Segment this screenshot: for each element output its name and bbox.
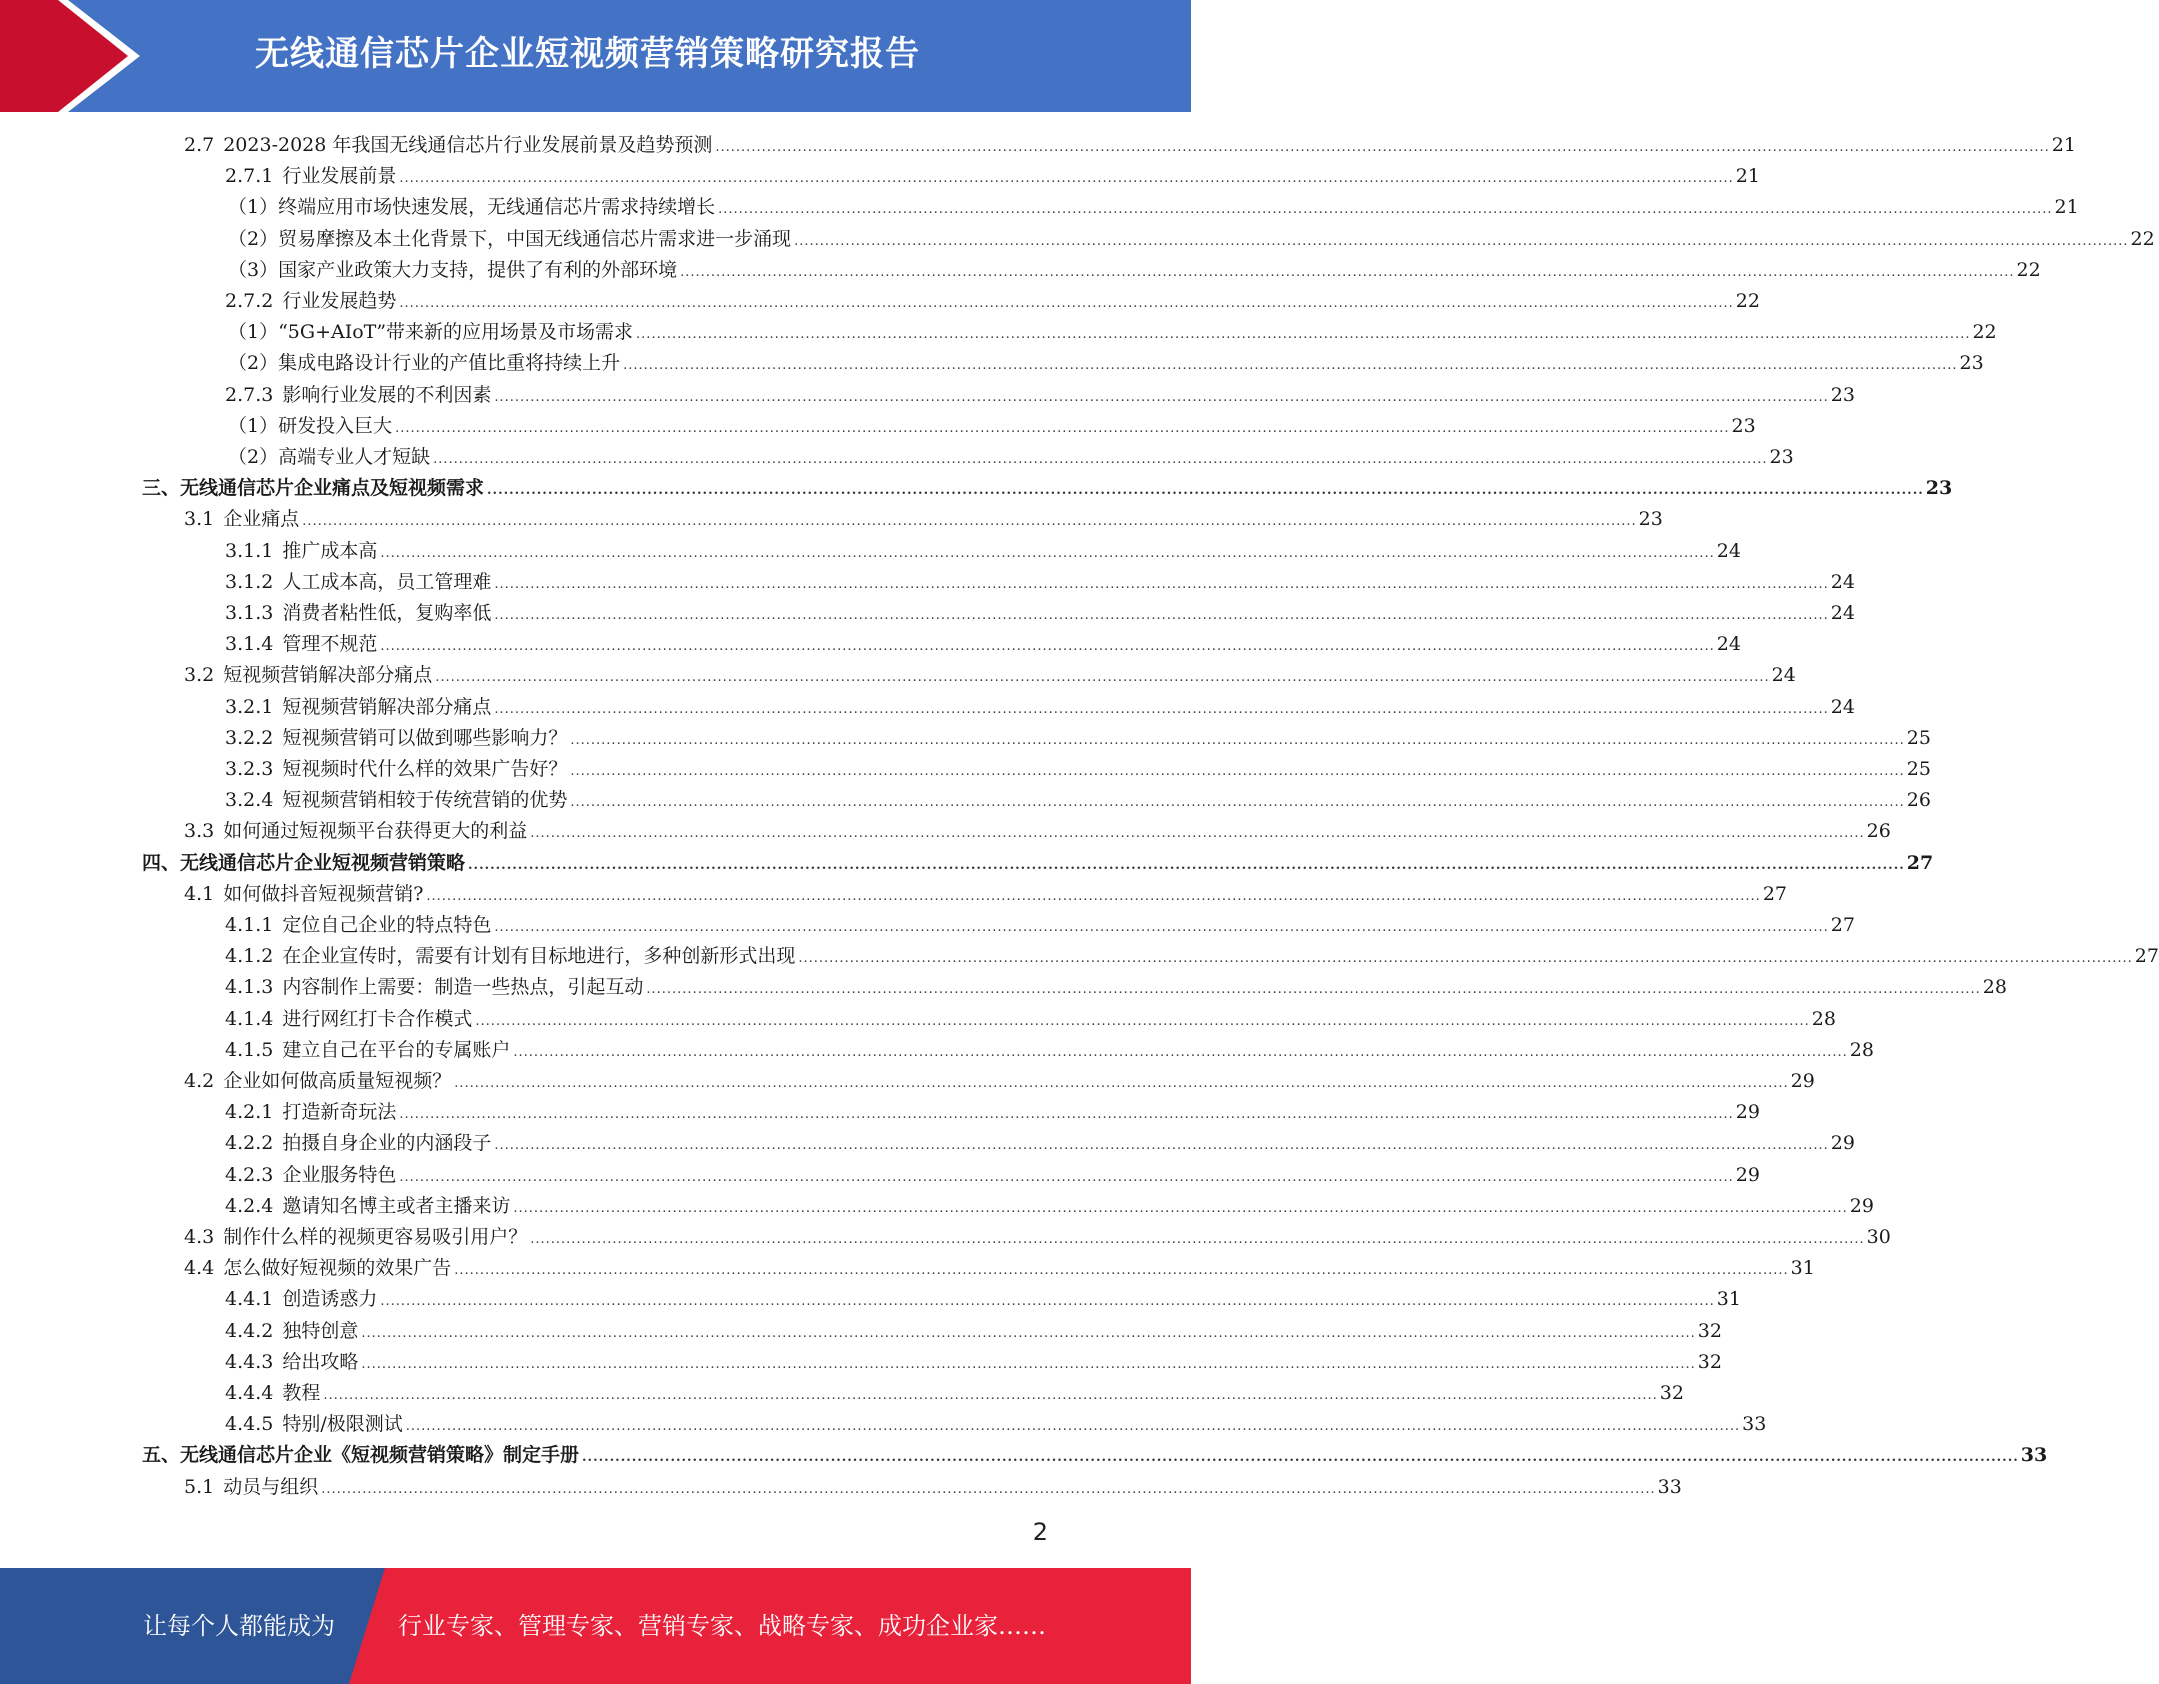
toc-entry[interactable]: [225, 1405, 1767, 1436]
toc-entry-title: 如何做抖音短视频营销?: [223, 883, 424, 905]
toc-dot-leader: ....................................................................................................................................................................................................................................................................: [321, 1482, 1656, 1497]
toc-dot-leader: ....................................................................................................................................................................................................................................................................: [494, 920, 1829, 935]
toc-entry-number: 3.1.4: [225, 633, 274, 655]
toc-entry-page: 27: [2134, 945, 2159, 967]
toc-entry-title: 打造新奇玩法: [282, 1101, 397, 1123]
toc-dot-leader: ....................................................................................................................................................................................................................................................................: [405, 1419, 1741, 1434]
toc-dot-leader: ....................................................................................................................................................................................................................................................................: [494, 577, 1829, 592]
toc-entry-title: 人工成本高，员工管理难: [282, 571, 492, 593]
toc-entry-number: 4.1.2: [225, 945, 274, 967]
toc-entry[interactable]: [228, 220, 2155, 251]
toc-entry-page: 25: [1906, 727, 1931, 749]
toc-entry[interactable]: [184, 500, 1663, 531]
toc-entry-number: 3.2.2: [225, 727, 274, 749]
toc-entry[interactable]: [225, 750, 1931, 781]
toc-entry[interactable]: [228, 188, 2079, 219]
toc-entry[interactable]: [184, 812, 1891, 843]
toc-dot-leader: ....................................................................................................................................................................................................................................................................: [494, 702, 1829, 717]
toc-entry-number: 三、: [142, 477, 181, 499]
toc-dot-leader: ....................................................................................................................................................................................................................................................................: [570, 795, 1905, 810]
toc-entry-page: 22: [2130, 228, 2155, 250]
toc-entry-title: 企业痛点: [223, 508, 300, 530]
toc-entry[interactable]: [225, 157, 1760, 188]
toc-entry-number: （1）: [228, 415, 279, 437]
toc-entry[interactable]: [228, 438, 1794, 469]
toc-entry[interactable]: [225, 625, 1741, 656]
toc-entry-number: 3.1.1: [225, 540, 274, 562]
toc-entry-title: 特别/极限测试: [282, 1413, 403, 1435]
toc-entry[interactable]: [225, 1031, 1874, 1062]
toc-entry-number: （2）: [228, 446, 279, 468]
toc-entry-number: 4.2.2: [225, 1132, 274, 1154]
toc-entry-page: 24: [1830, 571, 1855, 593]
toc-entry-page: 21: [2054, 196, 2079, 218]
toc-dot-leader: ....................................................................................................................................................................................................................................................................: [718, 202, 2053, 217]
toc-entry-number: 2.7.3: [225, 384, 274, 406]
toc-entry[interactable]: [184, 875, 1787, 906]
toc-entry-title: 无线通信芯片企业短视频营销策略: [180, 852, 466, 874]
toc-entry-page: 32: [1697, 1320, 1722, 1342]
toc-dot-leader: ....................................................................................................................................................................................................................................................................: [454, 1263, 1789, 1278]
toc-dot-leader: ....................................................................................................................................................................................................................................................................: [794, 234, 2129, 249]
toc-entry-page: 21: [2051, 134, 2076, 156]
toc-dot-leader: ....................................................................................................................................................................................................................................................................: [513, 1045, 1848, 1060]
toc-entry-page: 24: [1830, 696, 1855, 718]
toc-entry-title: 贸易摩擦及本土化背景下，中国无线通信芯片需求进一步涌现: [278, 228, 792, 250]
toc-entry[interactable]: [228, 344, 1984, 375]
toc-entry-page: 24: [1716, 540, 1741, 562]
toc-entry-title: 高端专业人才短缺: [278, 446, 431, 468]
toc-entry-title: 2023-2028 年我国无线通信芯片行业发展前景及趋势预测: [223, 134, 713, 156]
toc-entry-title: 行业发展前景: [282, 165, 397, 187]
toc-entry-title: 国家产业政策大力支持，提供了有利的外部环境: [278, 259, 678, 281]
toc-entry-page: 23: [1925, 477, 1953, 499]
toc-dot-leader: ....................................................................................................................................................................................................................................................................: [323, 1388, 1658, 1403]
toc-entry[interactable]: [225, 1343, 1722, 1374]
toc-dot-leader: ....................................................................................................................................................................................................................................................................: [570, 764, 1905, 779]
toc-entry-title: “5G+AIoT”带来新的应用场景及市场需求: [278, 321, 634, 343]
toc-entry[interactable]: [225, 1156, 1760, 1187]
toc-entry-title: 教程: [282, 1382, 321, 1404]
toc-entry-page: 29: [1790, 1070, 1815, 1092]
toc-entry-title: 短视频营销解决部分痛点: [223, 664, 433, 686]
toc-dot-leader: ....................................................................................................................................................................................................................................................................: [380, 639, 1715, 654]
toc-entry-number: 4.1.3: [225, 976, 274, 998]
page-number: 2: [1032, 1518, 1048, 1546]
header-chevron-decoration: [0, 0, 170, 112]
toc-entry[interactable]: [225, 563, 1855, 594]
toc-entry-number: 4.4.4: [225, 1382, 274, 1404]
page-footer: [0, 1568, 1191, 1684]
toc-entry-page: 27: [1762, 883, 1787, 905]
toc-entry-number: 3.1: [184, 508, 215, 530]
toc-entry-number: 4.2: [184, 1070, 215, 1092]
toc-entry-number: 4.4.5: [225, 1413, 274, 1435]
toc-entry-title: 创造诱惑力: [282, 1288, 378, 1310]
toc-entry-page: 26: [1866, 820, 1891, 842]
toc-entry-page: 33: [1742, 1413, 1767, 1435]
toc-entry-page: 25: [1906, 758, 1931, 780]
toc-dot-leader: ....................................................................................................................................................................................................................................................................: [399, 296, 1734, 311]
toc-entry[interactable]: [225, 532, 1741, 563]
toc-entry-title: 在企业宣传时，需要有计划有目标地进行，多种创新形式出现: [282, 945, 796, 967]
toc-dot-leader: ....................................................................................................................................................................................................................................................................: [302, 514, 1637, 529]
toc-entry[interactable]: [225, 906, 1855, 937]
toc-entry-number: 4.4.2: [225, 1320, 274, 1342]
toc-entry[interactable]: [225, 1093, 1760, 1124]
toc-dot-leader: ....................................................................................................................................................................................................................................................................: [435, 670, 1770, 685]
toc-entry-title: 拍摄自身企业的内涵段子: [282, 1132, 492, 1154]
toc-dot-leader: ....................................................................................................................................................................................................................................................................: [494, 608, 1829, 623]
toc-entry-number: 2.7.1: [225, 165, 274, 187]
toc-entry[interactable]: [184, 1062, 1815, 1093]
toc-entry[interactable]: [225, 1374, 1684, 1405]
toc-entry-page: 28: [1849, 1039, 1874, 1061]
toc-entry[interactable]: [142, 469, 1953, 500]
toc-entry-page: 23: [1830, 384, 1855, 406]
footer-slogan-left: 让每个人都能成为: [143, 1612, 335, 1640]
toc-entry-title: 建立自己在平台的专属账户: [282, 1039, 511, 1061]
toc-entry[interactable]: [184, 1468, 1682, 1499]
toc-dot-leader: ....................................................................................................................................................................................................................................................................: [636, 327, 1971, 342]
toc-entry[interactable]: [142, 1436, 2048, 1467]
toc-entry-title: 行业发展趋势: [282, 290, 397, 312]
toc-dot-leader: ....................................................................................................................................................................................................................................................................: [395, 421, 1730, 436]
toc-entry-title: 短视频营销相较于传统营销的优势: [282, 789, 568, 811]
toc-entry[interactable]: [225, 594, 1855, 625]
toc-entry[interactable]: [228, 313, 1997, 344]
toc-dot-leader: ....................................................................................................................................................................................................................................................................: [361, 1357, 1696, 1372]
toc-dot-leader: ....................................................................................................................................................................................................................................................................: [380, 546, 1715, 561]
toc-entry-title: 邀请知名博主或者主播来访: [282, 1195, 511, 1217]
toc-entry-number: 4.3: [184, 1226, 215, 1248]
toc-entry-page: 23: [1731, 415, 1756, 437]
toc-entry-page: 29: [1849, 1195, 1874, 1217]
toc-entry-number: 5.1: [184, 1476, 215, 1498]
toc-dot-leader: ....................................................................................................................................................................................................................................................................: [798, 951, 2133, 966]
toc-entry-page: 29: [1735, 1164, 1760, 1186]
toc-entry[interactable]: [225, 282, 1760, 313]
toc-entry-title: 短视频营销解决部分痛点: [282, 696, 492, 718]
toc-entry-page: 23: [1959, 352, 1984, 374]
toc-entry-page: 29: [1830, 1132, 1855, 1154]
toc-entry-number: 2.7.2: [225, 290, 274, 312]
toc-entry[interactable]: [225, 781, 1931, 812]
toc-entry-title: 无线通信芯片企业《短视频营销策略》制定手册: [180, 1444, 580, 1466]
toc-entry-number: 3.1.3: [225, 602, 274, 624]
toc-dot-leader: ....................................................................................................................................................................................................................................................................: [530, 826, 1865, 841]
toc-dot-leader: ....................................................................................................................................................................................................................................................................: [426, 889, 1761, 904]
toc-entry-number: 4.2.4: [225, 1195, 274, 1217]
toc-entry-page: 30: [1866, 1226, 1891, 1248]
toc-entry-number: 五、: [142, 1444, 181, 1466]
toc-entry[interactable]: [225, 376, 1855, 407]
toc-entry-number: （2）: [228, 352, 279, 374]
toc-entry-number: 3.1.2: [225, 571, 274, 593]
toc-dot-leader: ....................................................................................................................................................................................................................................................................: [494, 1138, 1829, 1153]
toc-entry-title: 制作什么样的视频更容易吸引用户？: [223, 1226, 528, 1248]
toc-entry-number: （3）: [228, 259, 279, 281]
report-title: 无线通信芯片企业短视频营销策略研究报告: [255, 34, 920, 74]
toc-dot-leader: ....................................................................................................................................................................................................................................................................: [570, 733, 1905, 748]
toc-entry[interactable]: [225, 688, 1855, 719]
toc-dot-leader: ....................................................................................................................................................................................................................................................................: [399, 171, 1734, 186]
toc-entry-number: 4.1.5: [225, 1039, 274, 1061]
toc-entry-title: 定位自己企业的特点特色: [282, 914, 492, 936]
toc-entry-number: 4.4: [184, 1257, 215, 1279]
toc-entry-title: 研发投入巨大: [278, 415, 393, 437]
toc-dot-leader: ....................................................................................................................................................................................................................................................................: [468, 858, 1905, 873]
toc-entry[interactable]: [142, 844, 1934, 875]
toc-entry[interactable]: [225, 968, 2007, 999]
toc-dot-leader: ....................................................................................................................................................................................................................................................................: [623, 358, 1958, 373]
toc-entry[interactable]: [184, 656, 1796, 687]
toc-entry-title: 怎么做好短视频的效果广告: [223, 1257, 452, 1279]
toc-dot-leader: ....................................................................................................................................................................................................................................................................: [513, 1201, 1848, 1216]
toc-entry-title: 无线通信芯片企业痛点及短视频需求: [180, 477, 485, 499]
toc-entry[interactable]: [184, 1218, 1891, 1249]
toc-entry-title: 影响行业发展的不利因素: [282, 384, 492, 406]
toc-entry[interactable]: [228, 407, 1756, 438]
toc-entry-number: （2）: [228, 228, 279, 250]
toc-entry-page: 24: [1771, 664, 1796, 686]
toc-entry-page: 27: [1830, 914, 1855, 936]
toc-dot-leader: ....................................................................................................................................................................................................................................................................: [380, 1294, 1715, 1309]
toc-entry-page: 32: [1697, 1351, 1722, 1373]
toc-entry-page: 22: [1972, 321, 1997, 343]
toc-entry-page: 33: [1657, 1476, 1682, 1498]
toc-entry-page: 24: [1830, 602, 1855, 624]
toc-entry[interactable]: [225, 937, 2159, 968]
toc-entry[interactable]: [225, 1000, 1836, 1031]
toc-dot-leader: ....................................................................................................................................................................................................................................................................: [399, 1107, 1734, 1122]
toc-entry-title: 动员与组织: [223, 1476, 319, 1498]
toc-entry-number: 2.7: [184, 134, 215, 156]
toc-entry-number: （1）: [228, 196, 279, 218]
toc-entry-title: 给出攻略: [282, 1351, 359, 1373]
toc-entry-title: 进行网红打卡合作模式: [282, 1008, 473, 1030]
toc-entry-title: 推广成本高: [282, 540, 378, 562]
toc-entry-title: 短视频时代什么样的效果广告好？: [282, 758, 568, 780]
toc-entry-title: 如何通过短视频平台获得更大的利益: [223, 820, 528, 842]
footer-slogan-right: 行业专家、管理专家、营销专家、战略专家、成功企业家……: [398, 1612, 1046, 1640]
toc-entry[interactable]: [225, 1280, 1741, 1311]
toc-entry[interactable]: [184, 126, 2076, 157]
toc-entry-number: 4.2.3: [225, 1164, 274, 1186]
toc-entry-number: 4.4.1: [225, 1288, 274, 1310]
toc-entry[interactable]: [225, 1312, 1722, 1343]
toc-entry-page: 21: [1735, 165, 1760, 187]
toc-dot-leader: ....................................................................................................................................................................................................................................................................: [487, 483, 1924, 498]
toc-dot-leader: ....................................................................................................................................................................................................................................................................: [680, 265, 2015, 280]
toc-entry-page: 31: [1716, 1288, 1741, 1310]
page-header: [0, 0, 1191, 112]
toc-dot-leader: ....................................................................................................................................................................................................................................................................: [433, 452, 1768, 467]
toc-entry-title: 终端应用市场快速发展，无线通信芯片需求持续增长: [278, 196, 716, 218]
toc-entry-number: （1）: [228, 321, 279, 343]
toc-entry-title: 独特创意: [282, 1320, 359, 1342]
toc-dot-leader: ....................................................................................................................................................................................................................................................................: [399, 1170, 1734, 1185]
toc-entry-number: 3.2.3: [225, 758, 274, 780]
toc-entry-title: 企业如何做高质量短视频？: [223, 1070, 452, 1092]
toc-entry-page: 27: [1906, 852, 1934, 874]
toc-entry-number: 4.2.1: [225, 1101, 274, 1123]
toc-entry-page: 32: [1659, 1382, 1684, 1404]
toc-entry-title: 管理不规范: [282, 633, 378, 655]
toc-dot-leader: ....................................................................................................................................................................................................................................................................: [646, 982, 1981, 997]
toc-dot-leader: ....................................................................................................................................................................................................................................................................: [361, 1326, 1696, 1341]
toc-entry-title: 消费者粘性低，复购率低: [282, 602, 492, 624]
toc-entry-number: 4.1: [184, 883, 215, 905]
toc-entry-title: 集成电路设计行业的产值比重将持续上升: [278, 352, 621, 374]
toc-entry-page: 28: [1811, 1008, 1836, 1030]
toc-entry-page: 31: [1790, 1257, 1815, 1279]
toc-entry-number: 4.4.3: [225, 1351, 274, 1373]
toc-dot-leader: ....................................................................................................................................................................................................................................................................: [715, 140, 2050, 155]
toc-entry-page: 23: [1769, 446, 1794, 468]
toc-entry-number: 3.3: [184, 820, 215, 842]
toc-entry-page: 22: [1735, 290, 1760, 312]
toc-entry-title: 企业服务特色: [282, 1164, 397, 1186]
toc-entry-page: 23: [1638, 508, 1663, 530]
toc-entry-title: 内容制作上需要：制造一些热点，引起互动: [282, 976, 644, 998]
toc-dot-leader: ....................................................................................................................................................................................................................................................................: [530, 1232, 1865, 1247]
toc-entry-page: 33: [2020, 1444, 2048, 1466]
toc-entry-number: 3.2.4: [225, 789, 274, 811]
toc-dot-leader: ....................................................................................................................................................................................................................................................................: [454, 1076, 1789, 1091]
toc-entry-page: 29: [1735, 1101, 1760, 1123]
toc-dot-leader: ....................................................................................................................................................................................................................................................................: [475, 1014, 1810, 1029]
toc-entry-number: 4.1.4: [225, 1008, 274, 1030]
toc-entry-number: 3.2: [184, 664, 215, 686]
toc-entry[interactable]: [228, 251, 2041, 282]
toc-entry-page: 22: [2016, 259, 2041, 281]
toc-entry[interactable]: [184, 1249, 1815, 1280]
toc-entry-page: 24: [1716, 633, 1741, 655]
toc-entry-page: 28: [1982, 976, 2007, 998]
toc-entry-number: 3.2.1: [225, 696, 274, 718]
toc-dot-leader: ....................................................................................................................................................................................................................................................................: [582, 1450, 2019, 1465]
toc-entry[interactable]: [225, 1124, 1855, 1155]
toc-entry-page: 26: [1906, 789, 1931, 811]
toc-entry[interactable]: [225, 719, 1931, 750]
toc-entry-number: 4.1.1: [225, 914, 274, 936]
toc-entry-title: 短视频营销可以做到哪些影响力？: [282, 727, 568, 749]
toc-entry-number: 四、: [142, 852, 181, 874]
toc-dot-leader: ....................................................................................................................................................................................................................................................................: [494, 390, 1829, 405]
toc-entry[interactable]: [225, 1187, 1874, 1218]
